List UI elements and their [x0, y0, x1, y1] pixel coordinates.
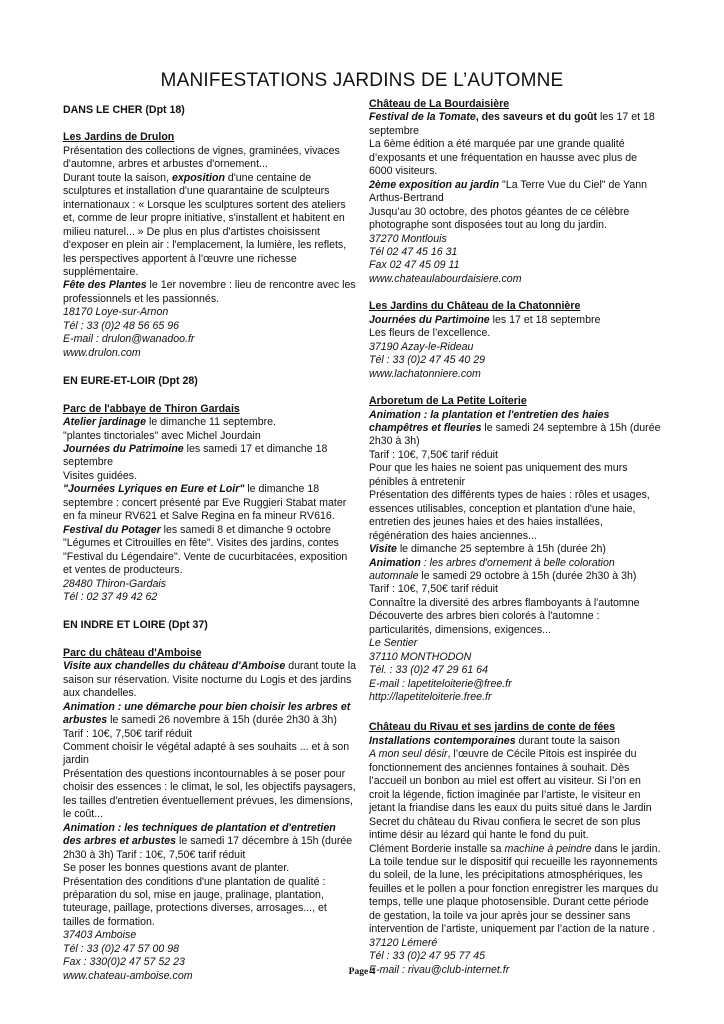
paragraph: "Journées Lyriques en Eure et Loir" le dimanche 18 septembre : concert présenté par Eve Ruggieri Stabat mater en fa mineur RV621 et Salve Regina en fa mineur RV616.	[63, 483, 347, 523]
paragraph: Les fleurs de l’excellence.	[369, 327, 491, 340]
paragraph: Jusqu’au 30 octobre, des photos géantes de ce célèbre photographe sont disposées tout au long du jardin.	[369, 205, 630, 232]
paragraph: Tarif : 10€, 7,50€ tarif réduit	[63, 727, 192, 740]
paragraph: Fête des Plantes le 1er novembre : lieu de rencontre avec les professionnels et les passionnés.	[63, 279, 356, 305]
fax: Fax 02 47 45 09 11	[369, 259, 460, 272]
right-column	[369, 98, 661, 977]
region-heading-cher: DANS LE CHER (Dpt 18)	[63, 104, 185, 116]
phone: Tél. : 33 (0)2 47 29 61 64	[369, 664, 488, 677]
paragraph: Présentation des questions incontournables à se poser pour choisir des essences : le climat, le sol, les objectifs paysagers, les tailles d'entretien éventuellement prévues, les dimensions, le coût...	[63, 767, 356, 821]
paragraph: Présentation des collections de vignes, graminées, vivaces d'automne, arbres et arbustes d'ornement...	[63, 144, 340, 171]
venue-heading-chatonniere: Les Jardins du Château de la Chatonnière	[369, 300, 581, 313]
email-link[interactable]: E-mail : lapetiteloiterie@free.fr	[369, 677, 512, 690]
paragraph: Comment choisir le végétal adapté à ses souhaits ... et à son jardin	[63, 741, 350, 767]
paragraph: Tarif : 10€, 7,50€ tarif réduit	[369, 448, 498, 461]
address: 37403 Amboise	[63, 929, 137, 942]
region-heading-indre: EN INDRE ET LOIRE (Dpt 37)	[63, 619, 208, 632]
phone: Tél : 33 (0)2 48 56 65 96	[63, 319, 180, 332]
paragraph: Animation : une démarche pour bien choisir les arbres et arbustes le samedi 26 novembre à 15h (durée 2h30 à 3h)	[63, 700, 351, 727]
paragraph: Visite le dimanche 25 septembre à 15h (durée 2h)	[369, 543, 606, 556]
paragraph: Pour que les haies ne soient pas uniquement des murs pénibles à entretenir	[369, 462, 628, 488]
paragraph: La 6ème édition a été marquée par une grande qualité d’exposants et une fréquentation en hausse avec plus de 6000 visiteurs.	[369, 138, 637, 178]
phone: Tél : 33 (0)2 47 95 77 45	[369, 950, 486, 963]
address: 37110 MONTHODON	[369, 650, 472, 663]
website-link[interactable]: http://lapetiteloiterie.free.fr	[369, 691, 492, 704]
phone: Tél : 02 37 49 42 62	[63, 590, 158, 603]
paragraph: Présentation des conditions d'une plantation de qualité : préparation du sol, mise en jauge, pralinage, plantation, tuteurage, paillage, protections diverses, arrosages..., et tailles de formation.	[63, 875, 327, 928]
website-link[interactable]: www.chateau-amboise.com	[63, 969, 193, 982]
website-link[interactable]: www.drulon.com	[63, 346, 141, 359]
paragraph: Installations contemporaines durant toute la saison	[369, 734, 620, 747]
paragraph: Présentation des différents types de haies : rôles et usages, essences utilisables, conception et plantation d'une haie, entretien des jeunes haies et des haies installées, régénération des haies anciennes...	[369, 489, 650, 542]
fax: Fax : 330(0)2 47 57 52 23	[63, 956, 185, 969]
paragraph: "plantes tinctoriales" avec Michel Jourdain	[63, 429, 261, 442]
paragraph: 2ème exposition au jardin "La Terre Vue du Ciel" de Yann Arthus-Bertrand	[369, 178, 647, 205]
venue-heading-rivau: Château du Rivau et ses jardins de conte de fées	[369, 721, 616, 734]
email-link[interactable]: E-mail : drulon@wanadoo.fr	[63, 333, 195, 346]
paragraph: Atelier jardinage le dimanche 11 septembre.	[63, 416, 276, 429]
phone: Tél : 33 (0)2 47 45 40 29	[369, 354, 486, 367]
email-link[interactable]: E-mail : rivau@club-internet.fr	[369, 963, 510, 976]
paragraph: Clément Borderie installe sa machine à peindre dans le jardin. La toile tendue sur le dispositif qui recueille les rayonnements du soleil, de la lune, les précipitations atmosphériques, les feuilles et le pollen a pour fonction enregistrer les marques du temps, telle une plaque photosensible. Durant cette période de gestation, la toile va jour après jour se dessiner sans intervention de l’artiste, uniquement par l’action de la nature .	[369, 842, 661, 936]
paragraph: Animation : les techniques de plantation et d'entretien des arbres et arbustes le samedi 17 décembre à 15h (durée 2h30 à 3h) Tarif : 10€, 7,50€ tarif réduit	[63, 821, 353, 861]
venue-heading-amboise: Parc du château d'Amboise	[63, 646, 202, 659]
page-number: Page 4	[348, 967, 376, 977]
venue-heading-bourdaisiere: Château de La Bourdaisière	[369, 98, 510, 110]
website-link[interactable]: www.lachatonniere.com	[369, 367, 481, 380]
paragraph: Se poser les bonnes questions avant de planter.	[63, 862, 290, 875]
paragraph: Festival de la Tomate, des saveurs et du goût les 17 et 18 septembre	[369, 111, 655, 137]
paragraph: Tarif : 10€, 7,50€ tarif réduit	[369, 583, 498, 596]
venue-heading-thiron: Parc de l'abbaye de Thiron Gardais	[63, 402, 240, 415]
paragraph: Festival du Potager les samedi 8 et dimanche 9 octobre "Légumes et Citrouilles en fête". Visites des jardins, contes "Festival du Légendaire". Vente de cucurbitacées, exposition et ventes de producteurs.	[63, 523, 348, 577]
phone: Tél : 33 (0)2 47 57 00 98	[63, 942, 180, 955]
paragraph: Connaître la diversité des arbres flamboyants à l'automne Découverte des arbres bien colorés à l'automne : particularités, dimensions, exigences...	[369, 596, 640, 636]
paragraph: Visites guidées.	[63, 469, 138, 482]
address: 37120 Lémeré	[369, 936, 438, 949]
venue-heading-drulon: Les Jardins de Drulon	[63, 131, 175, 144]
address: 18170 Loye-sur-Arnon	[63, 306, 169, 319]
website-link[interactable]: www.chateaulabourdaisiere.com	[369, 272, 522, 285]
paragraph: Durant toute la saison, exposition d'une centaine de sculptures et installation d'une quarantaine de sculpteurs internationaux : « Lorsque les sculptures sortent des ateliers et, comme de leur propre initiative, s'installent et habitent en milieu naturel... » De plus en plus d'artistes choisissent d'exposer en plein air : l'emplacement, la lumière, les reflets, les perspectives apportent à l’œuvre une richesse supplémentaire.	[63, 171, 347, 278]
page-title: MANIFESTATIONS JARDINS DE L’AUTOMNE	[160, 70, 564, 91]
paragraph: Visite aux chandelles du château d'Amboise durant toute la saison sur réservation. Visite nocturne du Logis et des jardins aux chandelles.	[63, 660, 356, 700]
paragraph: Animation : la plantation et l'entretien des haies champêtres et fleuries le samedi 24 septembre à 15h (durée 2h30 à 3h)	[369, 408, 661, 448]
address: 28480 Thiron-Gardais	[63, 577, 167, 590]
paragraph: Animation : les arbres d'ornement à belle coloration automnale le samedi 29 octobre à 15h (durée 2h30 à 3h)	[369, 556, 637, 582]
paragraph: A mon seul désir, l’œuvre de Cécile Pitois est inspirée du fonctionnement des anciennes fontaines à souhait. Dès l’accueil un bonbon au miel est offert au visiteur. Si l’on en croit la légende, fiction imaginée par l’artiste, le visiteur en jetant la friandise dans les eaux du puits situé dans le Jardin Secret du château du Rivau confiera le secret de son plus intime désir au lézard qui hante le fond du puit.	[369, 748, 652, 842]
phone: Tél 02 47 45 16 31	[369, 245, 458, 258]
paragraph: Journées du Patrimoine les samedi 17 et dimanche 18 septembre	[63, 442, 328, 469]
region-heading-eure: EN EURE-ET-LOIR (Dpt 28)	[63, 375, 198, 388]
address: 37270 Montlouis	[369, 232, 447, 245]
address: 37190 Azay-le-Rideau	[369, 340, 474, 353]
paragraph: Journées du Partimoine les 17 et 18 septembre	[369, 313, 601, 326]
left-column	[63, 98, 356, 983]
paragraph: Le Sentier	[369, 637, 418, 650]
venue-heading-loiterie: Arboretum de La Petite Loiterie	[369, 395, 527, 408]
